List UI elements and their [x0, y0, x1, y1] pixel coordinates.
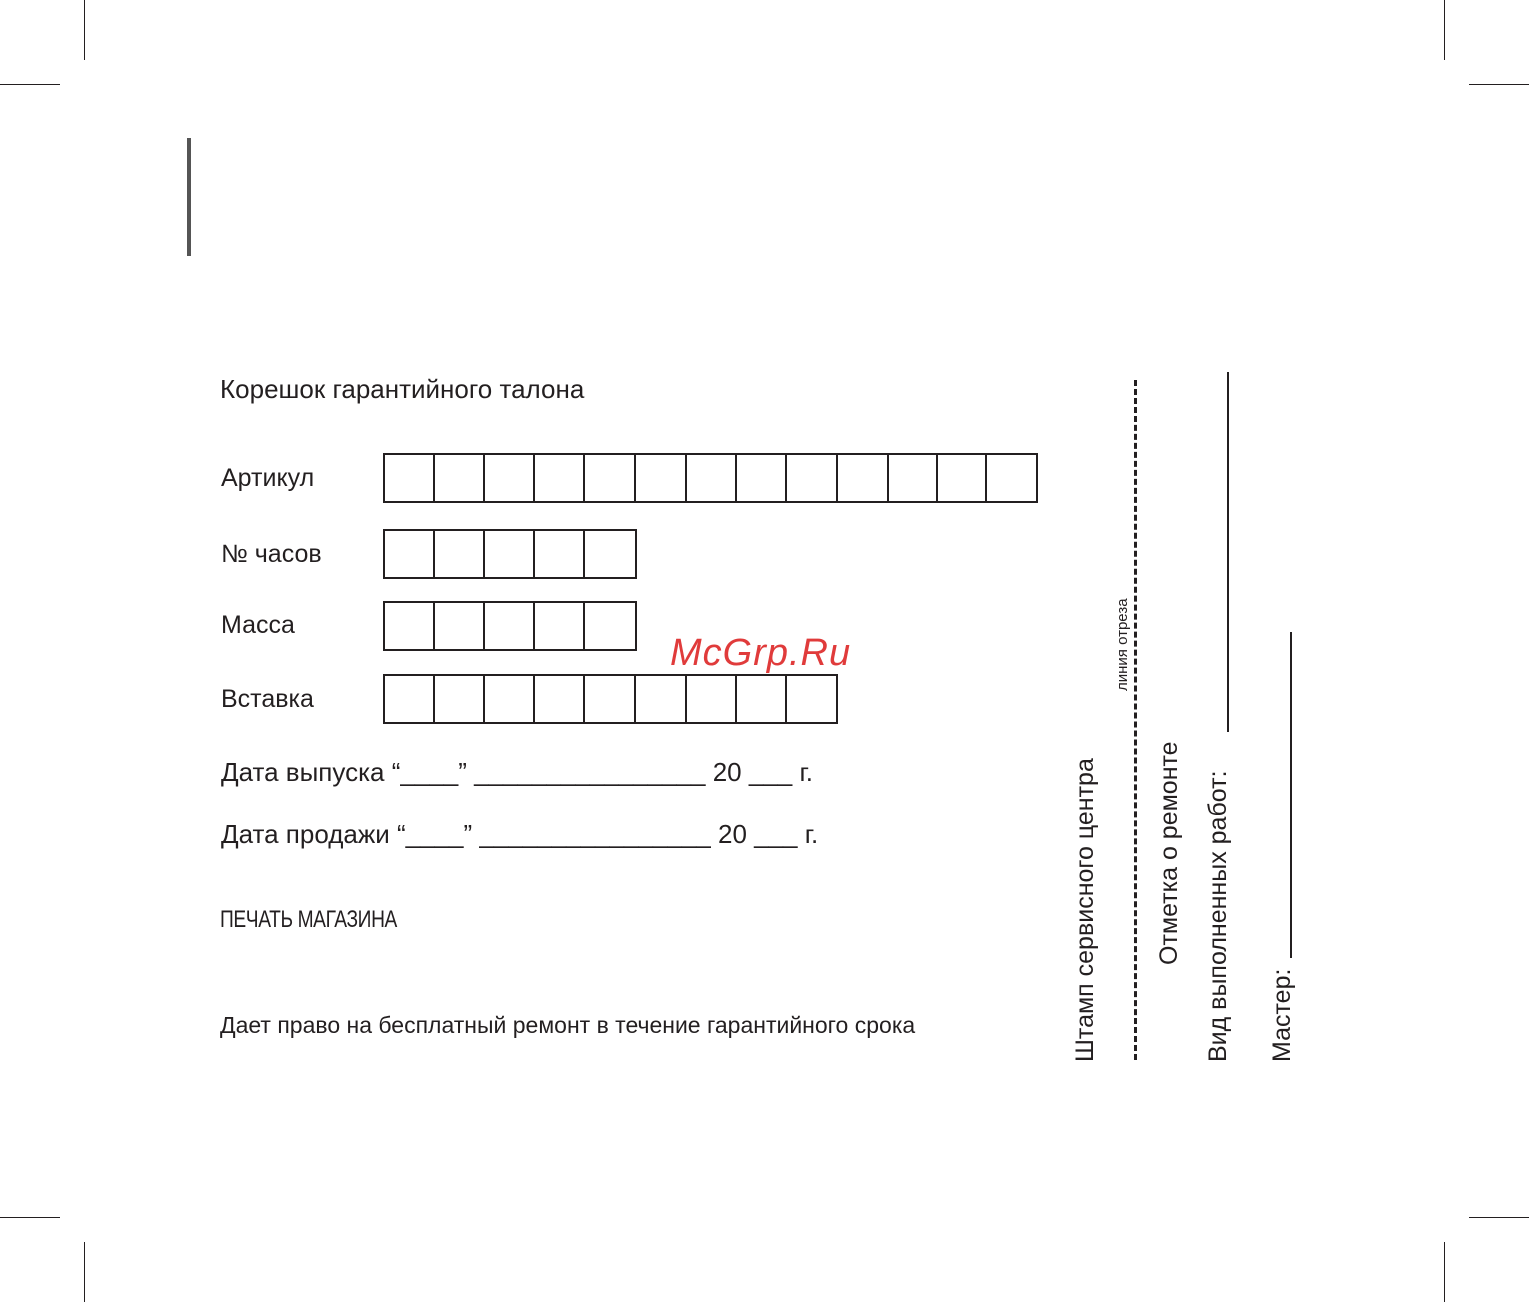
input-cell[interactable] — [787, 455, 838, 501]
crop-mark — [84, 0, 85, 60]
input-cell[interactable] — [435, 455, 485, 501]
input-cell[interactable] — [535, 455, 585, 501]
input-cell[interactable] — [585, 455, 636, 501]
input-cell[interactable] — [636, 455, 687, 501]
article-label: Артикул — [221, 464, 315, 492]
crop-mark — [84, 1242, 85, 1302]
input-cell[interactable] — [435, 531, 485, 577]
insert-boxes[interactable] — [383, 674, 838, 724]
mass-label: Масса — [221, 611, 295, 639]
service-stamp-label: Штамп сервисного центра — [1071, 758, 1099, 1062]
input-cell[interactable] — [385, 676, 435, 722]
insert-label: Вставка — [221, 685, 314, 713]
input-cell[interactable] — [636, 676, 687, 722]
input-cell[interactable] — [889, 455, 938, 501]
input-cell[interactable] — [435, 676, 485, 722]
input-cell[interactable] — [585, 676, 636, 722]
input-cell[interactable] — [938, 455, 987, 501]
sale-date-blank[interactable]: “____” ________________ 20 ___ г. — [397, 819, 819, 849]
release-date-blank[interactable]: “____” ________________ 20 ___ г. — [391, 757, 813, 787]
page-title: Корешок гарантийного талона — [220, 374, 585, 404]
release-date-label: Дата выпуска — [221, 757, 385, 787]
watch-no-label: № часов — [221, 540, 322, 568]
crop-mark — [1444, 1242, 1445, 1302]
input-cell[interactable] — [485, 455, 535, 501]
work-type-label: Вид выполненных работ: — [1204, 770, 1232, 1062]
input-cell[interactable] — [737, 455, 787, 501]
article-boxes[interactable] — [383, 453, 1038, 503]
mass-boxes[interactable] — [383, 601, 637, 651]
repair-mark-label: Отметка о ремонте — [1155, 741, 1183, 965]
crop-mark — [1469, 84, 1529, 85]
shop-stamp-label: ПЕЧАТЬ МАГАЗИНА — [220, 906, 397, 933]
input-cell[interactable] — [585, 531, 635, 577]
crop-mark — [0, 1217, 60, 1218]
watch-no-boxes[interactable] — [383, 529, 637, 579]
margin-bar — [187, 138, 191, 256]
crop-mark — [0, 84, 60, 85]
input-cell[interactable] — [385, 455, 435, 501]
input-cell[interactable] — [435, 603, 485, 649]
input-cell[interactable] — [485, 603, 535, 649]
input-cell[interactable] — [585, 603, 635, 649]
input-cell[interactable] — [787, 676, 836, 722]
input-cell[interactable] — [485, 676, 535, 722]
work-type-line[interactable] — [1227, 372, 1229, 732]
watermark: McGrp.Ru — [670, 632, 852, 674]
cut-line — [1134, 380, 1137, 1060]
input-cell[interactable] — [535, 531, 585, 577]
warranty-note: Дает право на бесплатный ремонт в течение гарантийного срока — [220, 1012, 916, 1038]
sale-date-row[interactable] — [221, 819, 818, 850]
input-cell[interactable] — [485, 531, 535, 577]
crop-mark — [1444, 0, 1445, 60]
input-cell[interactable] — [385, 531, 435, 577]
input-cell[interactable] — [385, 603, 435, 649]
input-cell[interactable] — [687, 676, 737, 722]
input-cell[interactable] — [535, 676, 585, 722]
release-date-row[interactable] — [221, 757, 813, 788]
cut-line-label: линия отреза — [1114, 598, 1131, 691]
input-cell[interactable] — [987, 455, 1036, 501]
input-cell[interactable] — [838, 455, 889, 501]
input-cell[interactable] — [687, 455, 737, 501]
master-label: Мастер: — [1268, 968, 1296, 1062]
sale-date-label: Дата продажи — [221, 819, 390, 849]
input-cell[interactable] — [737, 676, 787, 722]
master-line[interactable] — [1290, 632, 1292, 958]
crop-mark — [1469, 1217, 1529, 1218]
input-cell[interactable] — [535, 603, 585, 649]
